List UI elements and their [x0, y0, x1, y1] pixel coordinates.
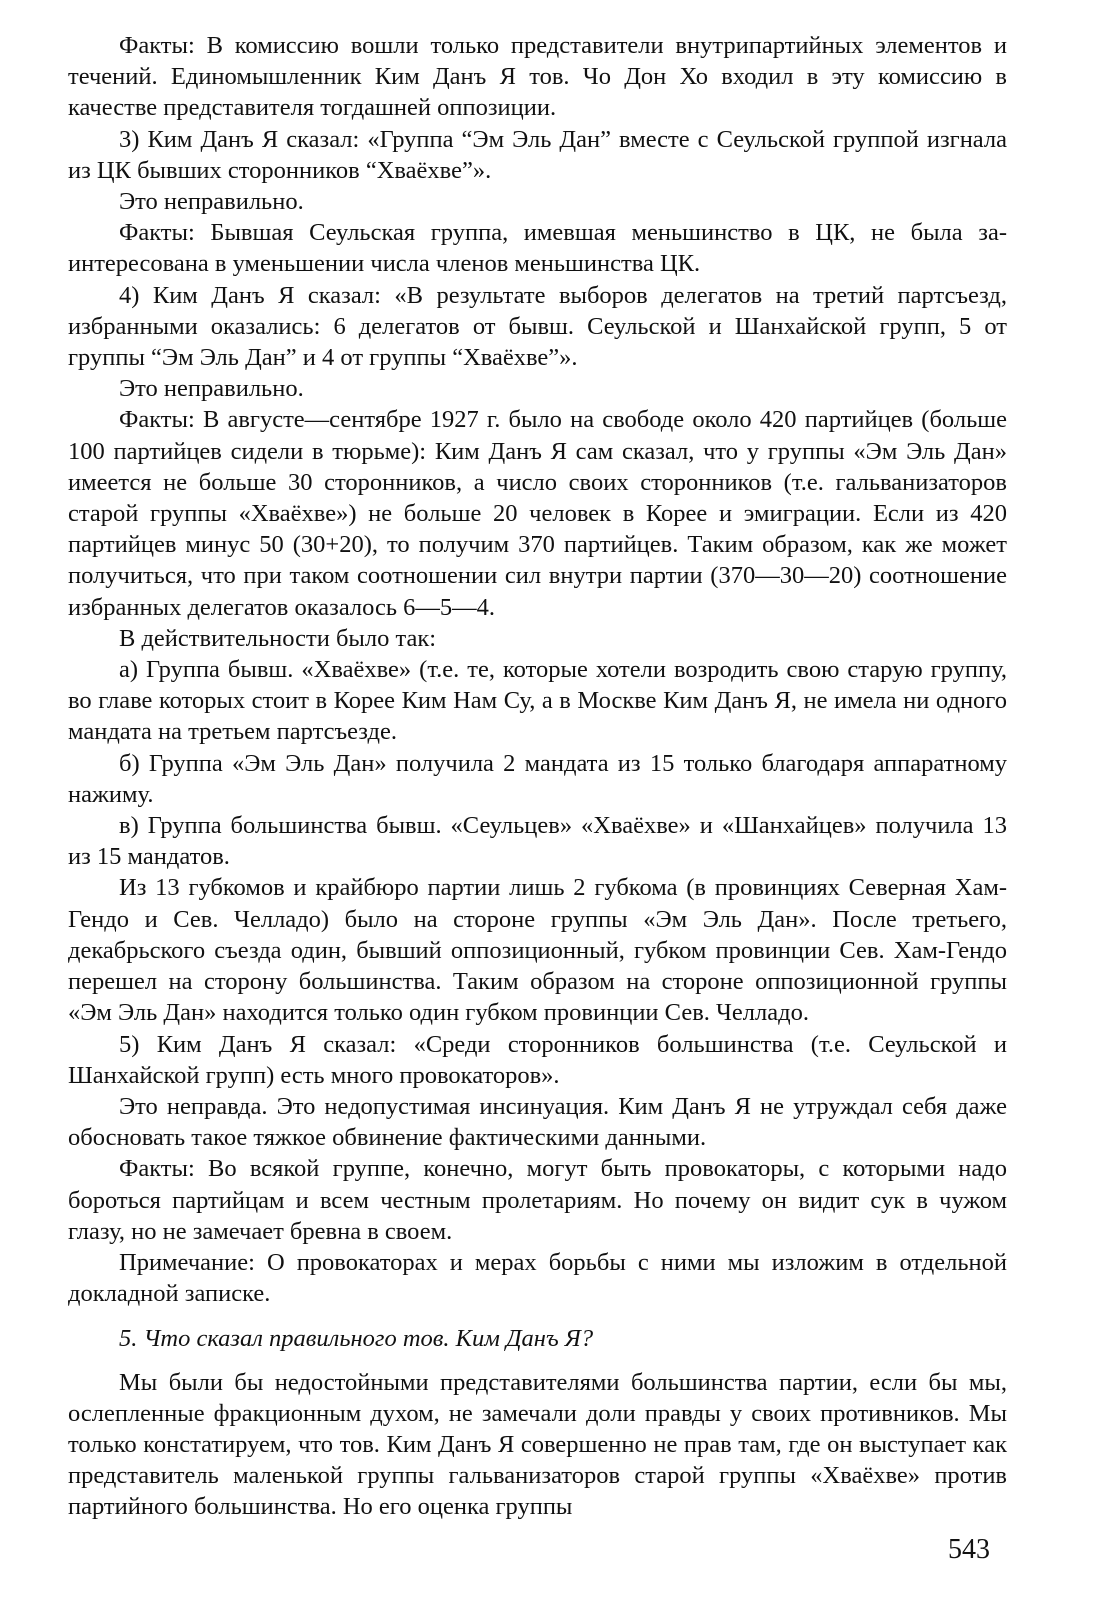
paragraph-untrue: Это неправда. Это недопустимая инсинуация. Ким Данъ Я не утруждал себя даже обосновать такое тяжкое обвинение фактическими данными.	[68, 1092, 1007, 1152]
paragraph-incorrect-1: Это неправильно.	[119, 188, 304, 216]
paragraph-claim-4: 4) Ким Данъ Я сказал: «В результате выборов делегатов на третий партсъезд, избранными оказались: 6 делегатов от бывш. Сеульской и Шанхайской групп, 5 от группы “Эм Эль Дан” и 4 от группы “Хваёхве”».	[68, 281, 1007, 372]
paragraph-incorrect-2: Это неправильно.	[119, 375, 304, 403]
paragraph-facts-provocateurs: Факты: Во всякой группе, конечно, могут быть провокаторы, с которыми надо бороться партийцам и всем честным пролетариям. Но почему он видит сук в чужом глазу, но не замечает бревна в своем.	[68, 1155, 1007, 1245]
paragraph-item-a: а) Группа бывш. «Хваёхве» (т.е. те, которые хотели возродить свою старую группу, во главе которых стоит в Корее Ким Нам Су, а в Москве Ким Данъ Я, не имела ни одного мандата на третьем партсъезде.	[68, 656, 1007, 746]
paragraph-facts-august: Факты: В августе—сентябре 1927 г. было на свободе около 420 партийцев (больше 100 партийцев сидели в тюрьме): Ким Данъ Я сам сказал, что у группы «Эм Эль Дан» имеется не больше 30 сторонников, а число своих сторонников (т.е. гальванизаторов старой группы «Хваёхве») не больше 20 человек в Корее и эмиграции. Если из 420 партийцев минус 50 (30+20), то получим 370 партийцев. Таким образом, как же может получиться, что при таком соотношении сил внутри партии (370—30—20) соотношение избранных делегатов оказалось 6—5—4.	[68, 406, 1007, 621]
paragraph-claim-3: 3) Ким Данъ Я сказал: «Группа “Эм Эль Дан” вместе с Сеульской группой изгнала из ЦК бывших сторонников “Хваёхве”».	[68, 125, 1007, 184]
paragraph-facts-seoul-group: Факты: Бывшая Сеульская группа, имевшая меньшинство в ЦК, не была заинтересована в уменьшении числа членов меньшинства ЦК.	[68, 219, 1007, 278]
paragraph-item-v: в) Группа большинства бывш. «Сеульцев» «Хваёхве» и «Шанхайцев» получила 13 из 15 мандатов.	[68, 812, 1007, 871]
paragraph-in-reality: В действительности было так:	[119, 624, 437, 652]
page-number: 543	[948, 1534, 990, 1565]
paragraph-note: Примечание: О провокаторах и мерах борьбы с ними мы изложим в отдельной докладной записке.	[68, 1248, 1007, 1308]
paragraph-claim-5: 5) Ким Данъ Я сказал: «Среди сторонников большинства (т.е. Сеульской и Шанхайской групп) есть много провокаторов».	[68, 1030, 1007, 1089]
page-body	[68, 30, 1007, 1523]
paragraph-gubkoms: Из 13 губкомов и крайбюро партии лишь 2 губкома (в провинциях Северная Хам-Гендо и Сев. Челладо) было на стороне группы «Эм Эль Дан». После третьего, декабрьского съезда один, бывший оппозиционный, губком провинции Сев. Хам-Гендо перешел на сторону большинства. Таким образом на стороне оппозиционной группы «Эм Эль Дан» находится только один губком провинции Сев. Челладо.	[68, 874, 1007, 1027]
paragraph-closing: Мы были бы недостойными представителями большинства партии, если бы мы, ослепленные фракционным духом, не замечали доли правды у своих противников. Мы только констатируем, что тов. Ким Данъ Я совершенно не прав там, где он выступает как представитель маленькой группы гальванизаторов старой группы «Хваёхве» против партийного большинства. Но его оценка группы	[68, 1368, 1007, 1521]
paragraph-facts-commission: Факты: В комиссию вошли только представители внутрипартийных элементов и течений. Единомышленник Ким Данъ Я тов. Чо Дон Хо входил в эту комиссию в качестве представителя тогдашней оппозиции.	[68, 32, 1007, 122]
section-heading: 5. Что сказал правильного тов. Ким Данъ Я?	[119, 1325, 594, 1353]
paragraph-item-b: б) Группа «Эм Эль Дан» получила 2 мандата из 15 только благодаря аппаратному нажиму.	[68, 749, 1007, 808]
